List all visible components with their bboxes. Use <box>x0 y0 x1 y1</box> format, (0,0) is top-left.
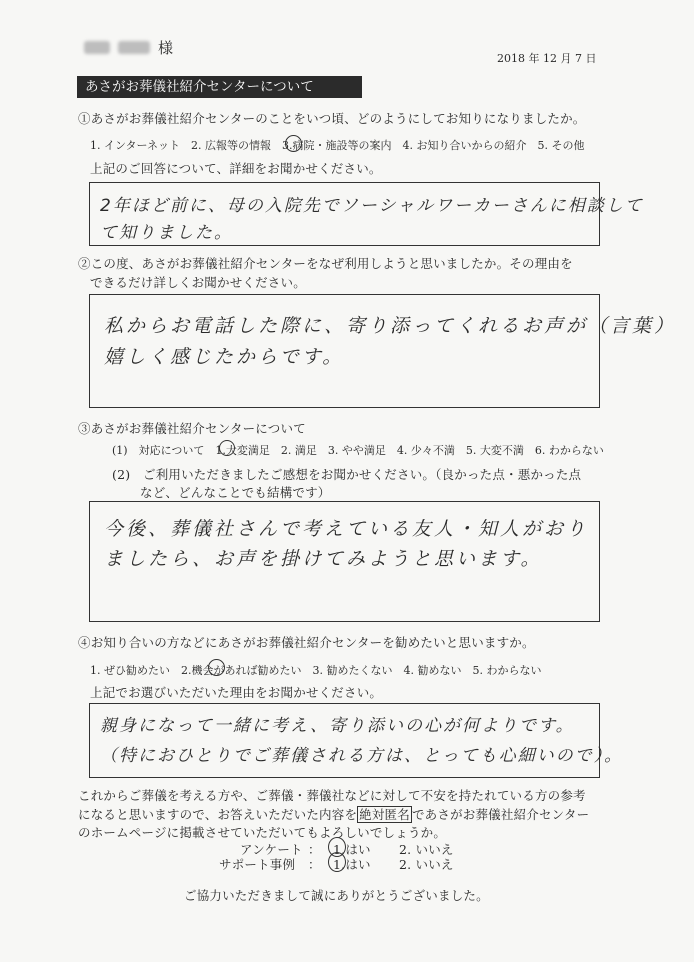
q2-question: ②この度、あさがお葬儀社紹介センターをなぜ利用しようと思いましたか。その理由を <box>78 256 573 271</box>
q1-answer-line: て知りました。 <box>100 223 233 243</box>
q1-selected-mark <box>285 135 302 152</box>
consent-text-part: になると思いますので、お答えいただいた内容を <box>78 807 358 822</box>
honorific: 様 <box>158 39 174 57</box>
q2-question: できるだけ詳しくお聞かせください。 <box>90 275 306 290</box>
q2-answer-line: 私からお電話した際に、寄り添ってくれるお声が（言葉） <box>104 315 677 337</box>
q4-answer-line: （特におひとりでご葬儀される方は、とっても心細いので）。 <box>100 746 624 766</box>
consent-yes: 1.はい <box>333 857 371 872</box>
page-title: あさがお葬儀社紹介センターについて <box>77 76 362 98</box>
q4-prompt: 上記でお選びいただいた理由をお聞かせください。 <box>90 685 383 700</box>
consent-row-label: アンケート <box>240 842 303 857</box>
consent-no: 2. いいえ <box>399 857 454 872</box>
consent-text: のホームページに掲載させていただいてもよろしいでしょうか。 <box>78 825 447 840</box>
consent-yes-mark <box>328 852 346 872</box>
q3-answer-line: 今後、葬儀社さんで考えている友人・知人がおり <box>104 518 589 540</box>
consent-yes: 1.はい <box>333 842 371 857</box>
q3-selected-mark <box>219 440 235 456</box>
q4-selected-mark <box>208 659 225 676</box>
q3-sub2: (2) ご利用いただきましたご感想をお聞かせください。（良かった点・悪かった点 <box>112 467 582 482</box>
consent-text-part: であさがお葬儀社紹介センター <box>411 807 590 822</box>
q3-question: ③あさがお葬儀社紹介センターについて <box>78 421 306 436</box>
q3-sub2: など、どんなことでも結構です） <box>140 485 331 500</box>
consent-text <box>78 805 589 823</box>
consent-row-label: サポート事例 <box>219 857 296 872</box>
consent-row-colon: ： <box>308 842 321 857</box>
redacted-name <box>118 41 150 54</box>
q3-answer-line: ましたら、お声を掛けてみようと思います。 <box>104 548 543 570</box>
q1-options: 1. インターネット 2. 広報等の情報 3.病院・施設等の案内 4. お知り合いからの紹介 5. その他 <box>90 139 585 152</box>
consent-text: これからご葬儀を考える方や、ご葬儀・葬儀社などに対して不安を持たれている方の参考 <box>78 788 586 803</box>
redacted-name <box>84 41 110 54</box>
q4-answer-line: 親身になって一緒に考え、寄り添いの心が何よりです。 <box>100 716 575 736</box>
q4-options: 1. ぜひ勧めたい 2.機会があれば勧めたい 3. 勧めたくない 4. 勧めない 5. わからない <box>90 664 542 677</box>
consent-no: 2. いいえ <box>399 842 454 857</box>
thanks-message: ご協力いただきまして誠にありがとうございました。 <box>184 888 489 903</box>
q1-answer-line: 2年ほど前に、母の入院先でソーシャルワーカーさんに相談して <box>100 196 644 216</box>
q1-prompt: 上記のご回答について、詳細をお聞かせください。 <box>90 161 382 176</box>
q1-question: ①あさがお葬儀社紹介センターのことをいつ頃、どのようにしてお知りになりましたか。 <box>78 111 586 126</box>
date: 2018 年 12 月 7 日 <box>497 52 597 65</box>
q2-answer-line: 嬉しく感じたからです。 <box>104 346 345 368</box>
consent-row-colon: ： <box>308 857 321 872</box>
anonymous-emphasis: 絶対匿名 <box>359 807 410 822</box>
q4-question: ④お知り合いの方などにあさがお葬儀社紹介センターを勧めたいと思いますか。 <box>78 635 535 650</box>
q3-sub1: (1) 対応について 1.大変満足 2. 満足 3. やや満足 4. 少々不満 5. 大変不満 6. わからない <box>112 444 604 457</box>
